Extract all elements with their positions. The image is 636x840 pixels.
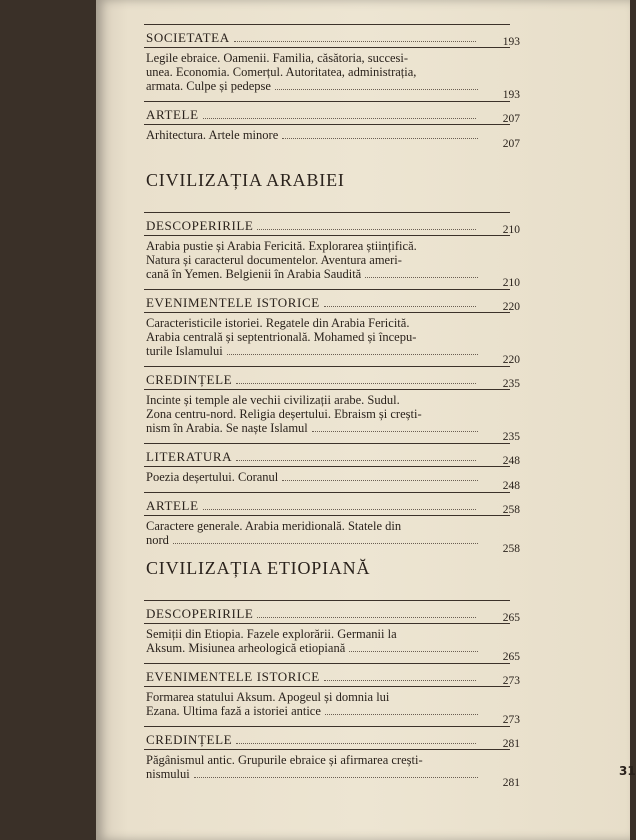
leader-dots bbox=[349, 651, 478, 652]
entry-description bbox=[146, 239, 480, 281]
leader-dots bbox=[236, 382, 476, 384]
entry-title: EVENIMENTELE ISTORICE bbox=[146, 295, 320, 310]
entry-rule bbox=[144, 312, 510, 313]
entry-rule bbox=[144, 235, 510, 236]
description-text: nord bbox=[146, 533, 169, 547]
leader-dots bbox=[257, 228, 476, 230]
entry-description bbox=[146, 316, 480, 358]
book-page bbox=[96, 0, 636, 840]
entry-heading bbox=[146, 107, 480, 123]
description-page-number: 220 bbox=[502, 354, 520, 366]
description-line bbox=[146, 421, 480, 435]
entry-title: SOCIETATEA bbox=[146, 30, 230, 45]
description-page-number: 207 bbox=[502, 138, 520, 150]
description-text: armata. Culpe și pedepse bbox=[146, 79, 271, 93]
description-line bbox=[146, 344, 480, 358]
description-text: Aksum. Misiunea arheologică etiopiană bbox=[146, 641, 346, 655]
description-page-number: 258 bbox=[502, 543, 520, 555]
description-line bbox=[146, 393, 480, 407]
entry-heading bbox=[146, 498, 480, 514]
entry-rule bbox=[144, 749, 510, 750]
description-line bbox=[146, 253, 480, 267]
description-text: nism în Arabia. Se naște Islamul bbox=[146, 421, 308, 435]
entry-title: CREDINȚELE bbox=[146, 732, 233, 747]
entry-rule bbox=[144, 492, 510, 493]
leader-dots bbox=[236, 459, 476, 461]
entry-heading bbox=[146, 606, 480, 622]
entry-title: DESCOPERIRILE bbox=[146, 218, 254, 233]
entry-rule bbox=[144, 212, 510, 213]
description-line bbox=[146, 239, 480, 253]
entry-page-number: 235 bbox=[502, 378, 520, 390]
leader-dots bbox=[234, 40, 476, 42]
description-text: Arhitectura. Artele minore bbox=[146, 128, 279, 142]
description-text: Caractere generale. Arabia meridională. Statele din bbox=[146, 519, 402, 533]
leader-dots bbox=[365, 277, 478, 278]
description-line bbox=[146, 316, 480, 330]
entry-title: EVENIMENTELE ISTORICE bbox=[146, 669, 320, 684]
description-line bbox=[146, 767, 480, 781]
entry-page-number: 265 bbox=[502, 612, 520, 624]
description-line bbox=[146, 330, 480, 344]
entry-rule bbox=[144, 389, 510, 390]
entry-rule bbox=[144, 101, 510, 102]
description-line bbox=[146, 753, 480, 767]
description-page-number: 281 bbox=[502, 777, 520, 789]
section-title: CIVILIZAȚIA ARABIEI bbox=[146, 170, 345, 190]
entry-rule bbox=[144, 686, 510, 687]
leader-dots bbox=[324, 305, 476, 307]
leader-dots bbox=[236, 742, 476, 744]
description-page-number: 265 bbox=[502, 651, 520, 663]
entry-rule bbox=[144, 289, 510, 290]
description-text: Natura și caracterul documentelor. Aventura ameri- bbox=[146, 253, 402, 267]
entry-description bbox=[146, 519, 480, 547]
description-text: unea. Economia. Comerțul. Autoritatea, administrația, bbox=[146, 65, 417, 79]
description-text: Formarea statului Aksum. Apogeul și domnia lui bbox=[146, 690, 390, 704]
leader-dots bbox=[257, 616, 476, 618]
leader-dots bbox=[282, 480, 478, 481]
entry-rule bbox=[144, 47, 510, 48]
entry-title: ARTELE bbox=[146, 107, 199, 122]
entry-page-number: 220 bbox=[502, 301, 520, 313]
entry-rule bbox=[144, 515, 510, 516]
entry-title: DESCOPERIRILE bbox=[146, 606, 254, 621]
entry-heading bbox=[146, 732, 480, 748]
description-text: Poezia deșertului. Coranul bbox=[146, 470, 279, 484]
description-line bbox=[146, 533, 480, 547]
description-text: cană în Yemen. Belgienii în Arabia Saudită bbox=[146, 267, 362, 281]
entry-rule bbox=[144, 124, 510, 125]
entry-heading bbox=[146, 295, 480, 311]
leader-dots bbox=[324, 679, 476, 681]
entry-rule bbox=[144, 663, 510, 664]
description-text: Arabia centrală și septentrională. Mohamed și începu- bbox=[146, 330, 417, 344]
leader-dots bbox=[203, 508, 476, 510]
leader-dots bbox=[312, 431, 478, 432]
entry-description bbox=[146, 470, 480, 484]
entry-description bbox=[146, 627, 480, 655]
description-text: Legile ebraice. Oamenii. Familia, căsătoria, succesi- bbox=[146, 51, 409, 65]
entry-description bbox=[146, 51, 480, 93]
description-text: Păgânismul antic. Grupurile ebraice și afirmarea crești- bbox=[146, 753, 423, 767]
entry-rule bbox=[144, 726, 510, 727]
entry-title: LITERATURA bbox=[146, 449, 233, 464]
section-title: CIVILIZAȚIA ETIOPIANĂ bbox=[146, 558, 371, 578]
entry-description bbox=[146, 690, 480, 718]
entry-page-number: 193 bbox=[502, 36, 520, 48]
description-line bbox=[146, 65, 480, 79]
leader-dots bbox=[194, 777, 478, 778]
description-text: Caracteristicile istoriei. Regatele din Arabia Fericită. bbox=[146, 316, 410, 330]
description-line bbox=[146, 690, 480, 704]
entry-description bbox=[146, 753, 480, 781]
description-text: nismului bbox=[146, 767, 190, 781]
entry-heading bbox=[146, 218, 480, 234]
entry-description bbox=[146, 393, 480, 435]
description-page-number: 210 bbox=[502, 277, 520, 289]
leader-dots bbox=[275, 89, 478, 90]
entry-rule bbox=[144, 623, 510, 624]
description-line bbox=[146, 51, 480, 65]
leader-dots bbox=[227, 354, 478, 355]
description-text: Zona centru-nord. Religia deșertului. Ebraism și crești- bbox=[146, 407, 422, 421]
description-text: Ezana. Ultima fază a istoriei antice bbox=[146, 704, 321, 718]
entry-page-number: 258 bbox=[502, 504, 520, 516]
description-line bbox=[146, 519, 480, 533]
description-page-number: 248 bbox=[502, 480, 520, 492]
entry-page-number: 248 bbox=[502, 455, 520, 467]
entry-rule bbox=[144, 443, 510, 444]
description-line bbox=[146, 267, 480, 281]
entry-page-number: 210 bbox=[502, 224, 520, 236]
entry-heading bbox=[146, 30, 480, 46]
entry-title: CREDINȚELE bbox=[146, 372, 233, 387]
description-line bbox=[146, 627, 480, 641]
entry-heading bbox=[146, 449, 480, 465]
description-page-number: 193 bbox=[502, 89, 520, 101]
entry-page-number: 207 bbox=[502, 113, 520, 125]
entry-description bbox=[146, 128, 480, 142]
description-text: Semiții din Etiopia. Fazele explorării. Germanii la bbox=[146, 627, 397, 641]
leader-dots bbox=[203, 117, 476, 119]
description-line bbox=[146, 641, 480, 655]
description-text: Incinte și temple ale vechii civilizații arabe. Sudul. bbox=[146, 393, 400, 407]
leader-dots bbox=[325, 714, 478, 715]
leader-dots bbox=[282, 138, 478, 139]
entry-rule bbox=[144, 466, 510, 467]
description-text: turile Islamului bbox=[146, 344, 223, 358]
page-number-corner: 31 bbox=[619, 764, 636, 778]
entry-heading bbox=[146, 669, 480, 685]
description-page-number: 235 bbox=[502, 431, 520, 443]
entry-heading bbox=[146, 372, 480, 388]
description-text: Arabia pustie și Arabia Fericită. Explorarea științifică. bbox=[146, 239, 417, 253]
description-line bbox=[146, 79, 480, 93]
entry-rule bbox=[144, 24, 510, 25]
entry-title: ARTELE bbox=[146, 498, 199, 513]
entry-page-number: 281 bbox=[502, 738, 520, 750]
description-page-number: 273 bbox=[502, 714, 520, 726]
entry-rule bbox=[144, 600, 510, 601]
description-line bbox=[146, 128, 480, 142]
entry-rule bbox=[144, 366, 510, 367]
description-line bbox=[146, 704, 480, 718]
description-line bbox=[146, 407, 480, 421]
description-line bbox=[146, 470, 480, 484]
leader-dots bbox=[173, 543, 478, 544]
entry-page-number: 273 bbox=[502, 675, 520, 687]
